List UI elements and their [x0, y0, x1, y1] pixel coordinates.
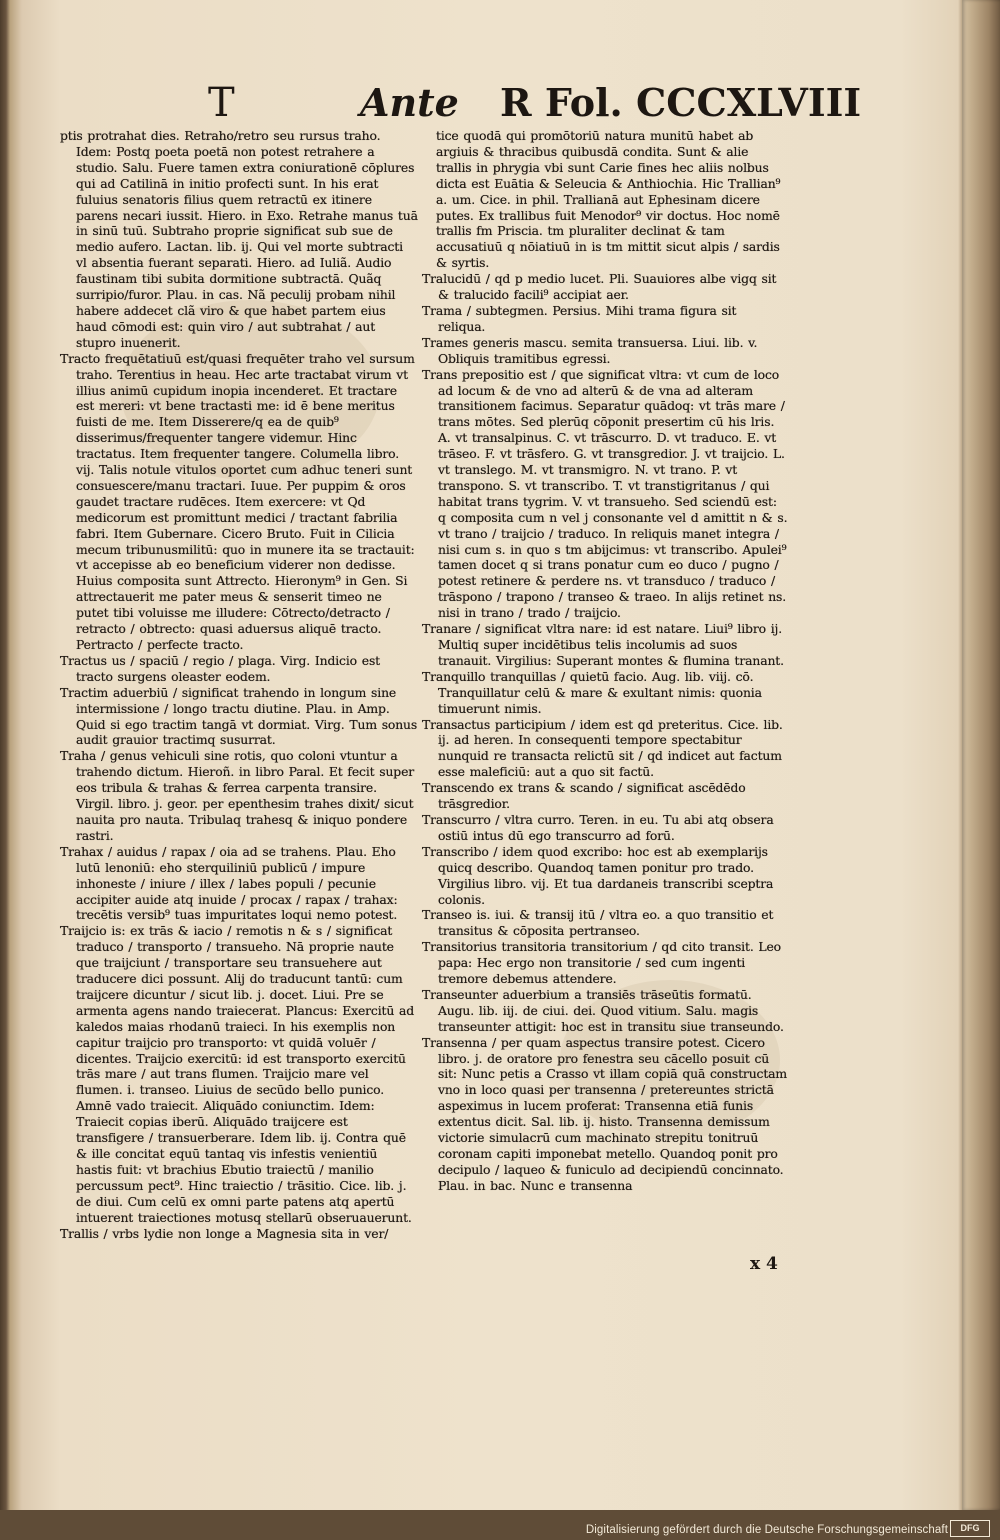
header-letter-left: T — [208, 80, 235, 126]
dictionary-entry: Trahax / auidus / rapax / oia ad se trahens. Plau. Eho lutū lenoniū: eho sterquiliniū publicū / impure inhoneste / iniure / illex / labes populi / pecunie accipiter auide atq inuide / procax / rapax / trahax: trecētis versib⁹ tuas impuritates loqui nemo potest. — [60, 843, 398, 923]
dictionary-entry: Traha / genus vehiculi sine rotis, quo coloni vtuntur a trahendo dictum. Hieroñ. in libro Paral. Et fecit super eos tribula & trahas & ferrea carpenta transire. Virgil. libro. j. geor. per epenthesim trahes dixit/ sicut nauita pro nauta. Tribulaq trahesq & iniquo pondere rastri. — [60, 748, 415, 843]
page-edge — [962, 0, 1000, 1510]
header-word: Ante — [360, 80, 459, 125]
dictionary-entry: tice quodā qui promōtoriū natura munitū habet ab argiuis & thracibus quibusdā condita. Sunt & alie trallis in phrygia vbi sunt Carie fines hec aliis nolbus dicta est Euātia & Seleucia & Anthiochia. Hic Trallian⁹ a. um. Cice. in phil. Trallianā aut Ephesinam dicere putes. Ex trallibus fuit Menodor⁹ vir doctus. Hoc nomē trallis fm Priscia. tm pluraliter declinat & tam accusatiuū q nōiatiuū in is tm mittit sicut alpis / sardis & syrtis. — [436, 128, 781, 271]
dictionary-entry: Trallis / vrbs lydie non longe a Magnesia sita in ver/ — [60, 1225, 389, 1241]
right-column — [422, 128, 788, 1194]
header-letter-right: R — [500, 80, 532, 125]
dictionary-entry: Transactus participium / idem est qd preteritus. Cice. lib. ij. ad heren. In consequenti tempore spectabitur nunquid re transacta relictū sit / qd indicet aut factum esse maleficiū: aut a quo sit factū. — [422, 716, 783, 780]
dictionary-entry: Tranquillo tranquillas / quietū facio. Aug. lib. viij. cō. Tranquillatur celū & mare & exultant nimis: quonia timuerunt nimis. — [422, 668, 762, 716]
dictionary-entry: Traijcio is: ex trās & iacio / remotis n & s / significat traduco / transporto / transueho. Nā proprie naute que traijciunt / transportare seu transuehere aut traducere dici possunt. Alij do traducunt tantū: cum traijcere dicuntur / sicut lib. j. docet. Liui. Pre se armenta agens nando traiecerat. Plancus: Exercitū ad kaledos maias rhodanū traieci. In his exemplis non capitur traijcio pro transporto: vt quidā voluēr / dicentes. Traijcio exercitū: id est transporto exercitū trās mare / aut trans flumen. Traijcio mare vel flumen. i. transeo. Liuius de secūdo bello punico. Amnē vado traiecit. Aliquādo coniunctim. Idem: Traiecit copias iberū. Aliquādo traijcere est transfigere / transuerberare. Idem lib. ij. Contra quē & ille concitat equū tantaq vis infestis venientiū hastis fuit: vt brachius Ebutio traiectū / manilio percussum pect⁹. Hinc traiectio / trāsitio. Cice. lib. j. de diui. Cum celū ex omni parte patens atq apertū intuerent traiectiones motusq stellarū obseruauerunt. — [60, 923, 414, 1225]
dictionary-entry: Trans prepositio est / que significat vltra: vt cum de loco ad locum & de vno ad alterū & de vna ad alteram transitionem facimus. Separatur quādoq: vt trās mare / trans mōtes. Sed plerūq cōponit presertim cū his lris. A. vt transalpinus. C. vt trāscurro. D. vt traduco. E. vt trāseo. F. vt trāsfero. G. vt transgredior. J. vt traijcio. L. vt translego. M. vt transmigro. N. vt trano. P. vt transpono. S. vt transcribo. T. vt transtigritanus / qui habitat trans tygrim. V. vt transueho. Sed sciendū est: q composita cum n vel j consonante vel d amittit n & s. vt trano / traijcio / traduco. In reliquis manet integra / nisi cum s. in quo s tm abijcimus: vt transcribo. Apulei⁹ tamen docet q si trans ponatur cum eo duco / pugno / potest retinere & perdere ns. vt transduco / traduco / trāspono / trapono / transeo & traeo. In alijs retinet ns. nisi in trano / trado / traijcio. — [422, 366, 788, 621]
left-column — [60, 128, 418, 1241]
dictionary-entry: Tractim aduerbiū / significat trahendo in longum sine intermissione / longo tractu diutine. Plau. in Amp. Quid si ego tractim tangā vt dormiat. Virg. Tum sonus audit grauior tractimq susurrat. — [60, 684, 418, 748]
dictionary-entry: Tralucidū / qd p medio lucet. Pli. Suauiores albe vigq sit & tralucido facili⁹ accipiat aer. — [422, 271, 777, 303]
dictionary-entry: Transcurro / vltra curro. Teren. in eu. Tu abi atq obsera ostiū intus dū ego transcurro ad forū. — [422, 811, 774, 843]
footer-credit: Digitalisierung gefördert durch die Deutsche Forschungsgemeinschaft — [585, 1524, 948, 1536]
dictionary-entry: Trames generis mascu. semita transuersa. Liui. lib. v. Obliquis tramitibus egressi. — [422, 334, 758, 366]
dictionary-entry: Tranare / significat vltra nare: id est natare. Liui⁹ libro ij. Multiq super incidētibus telis incolumis ad suos tranauit. Virgilius: Superant montes & flumina tranant. — [422, 621, 784, 668]
dictionary-entry: Transenna / per quam aspectus transire potest. Cicero libro. j. de oratore pro fenestra seu cācello posuit cū sit: Nunc petis a Crasso vt illam copiā quā constructam vno in loco quasi per transenna / pretereuntes strictā aspeximus in lucem proferat: Transenna etiā funis extentus dicit. Sal. lib. ij. histo. Transenna demissum victorie simulacrū cum machinato strepitu tonitruū coronam capiti imponebat metello. Quandoq ponit pro decipulo / laqueo & funiculo ad decipiendū concinnato. Plau. in bac. Nunc e transenna — [422, 1034, 787, 1193]
running-header — [70, 80, 862, 128]
dictionary-entry: Tractus us / spaciū / regio / plaga. Virg. Indicio est tracto surgens oleaster eodem. — [60, 652, 380, 684]
dictionary-entry: Trama / subtegmen. Persius. Mihi trama figura sit reliqua. — [422, 302, 737, 334]
header-folio — [500, 80, 861, 125]
dictionary-entry: Transcribo / idem quod excribo: hoc est ab exemplarijs quicq describo. Quandoq tamen ponitur pro trado. Virgilius libro. vij. Et tua dardaneis transcribi sceptra colonis. — [422, 843, 774, 907]
dictionary-entry: Transcendo ex trans & scando / significat ascēdēdo trāsgredior. — [422, 780, 746, 812]
dictionary-entry: ptis protrahat dies. Retraho/retro seu rursus traho. Idem: Postq poeta poetā non potest retrahere a studio. Salu. Fuere tamen extra coniurationē cōplures qui ad Catilinā in initio profecti sunt. In his erat fuluius senatoris filius quem retractū ex itinere parens necari iussit. Hiero. in Exo. Retrahe manus tuā in sinū tuū. Subtraho proprie significat sub sue de medio aufero. Lactan. lib. ij. Qui vel morte subtracti vl absentia fuerant separati. Hiero. ad Iuliã. Audio faustinam tibi subita dormitione subtractā. Quãq surripio/furor. Plau. in cas. Nã peculij probam nihil habere addecet clã viro & que habet partem eius haud cōmodi est: quin viro / aut subtrahat / aut stupro inuenerit. — [60, 128, 418, 350]
dictionary-entry: Transitorius transitoria transitorium / qd cito transit. Leo papa: Hec ergo non transitorie / sed cum ingenti tremore debemus attendere. — [422, 939, 781, 987]
folio-number: Fol. CCCXLVIII — [544, 80, 862, 125]
dictionary-entry: Tracto frequētatiuū est/quasi frequēter traho vel sursum traho. Terentius in heau. Hec arte tractabat virum vt illius animū cupidum inopia incenderet. Et tractare est mereri: vt bene tractasti me: id ē bene meritus fuisti de me. Item Disserere/q ea de quib⁹ disserimus/frequenter tangere videmur. Hinc tractatus. Item frequenter tangere. Columella libro. vij. Talis notule vitulos oportet cum adhuc teneri sunt consuescere/manu tractari. Iuue. Per puppim & oros gaudet tractare rudēces. Item exercere: vt Qd medicorum est promittunt medici / tractant fabrilia fabri. Item Gubernare. Cicero Bruto. Fuit in Cilicia mecum tribunusmilitū: quo in munere ita se tractauit: vt accepisse ab eo beneficium viderer non dedisse. Huius composita sunt Attrecto. Hieronym⁹ in Gen. Si attrectauerit me pater meus & senserit timeo ne putet tibi voluisse me illudere: Cōtrecto/detracto / retracto / obtrecto: quasi aduersus aliquē tracto. Pertracto / perfecte tracto. — [60, 350, 415, 652]
dictionary-entry: Transeo is. iui. & transij itū / vltra eo. a quo transitio et transitus & cōposita pertranseo. — [422, 907, 774, 939]
dictionary-entry: Transeunter aduerbium a transiēs trāseūtis formatū. Augu. lib. iij. de ciui. dei. Quod vitium. Salu. magis transeunter attigit: hoc est in transitu siue transeundo. — [422, 986, 784, 1034]
dfg-logo: DFG — [950, 1520, 990, 1537]
signature-mark: x 4 — [750, 1254, 778, 1274]
